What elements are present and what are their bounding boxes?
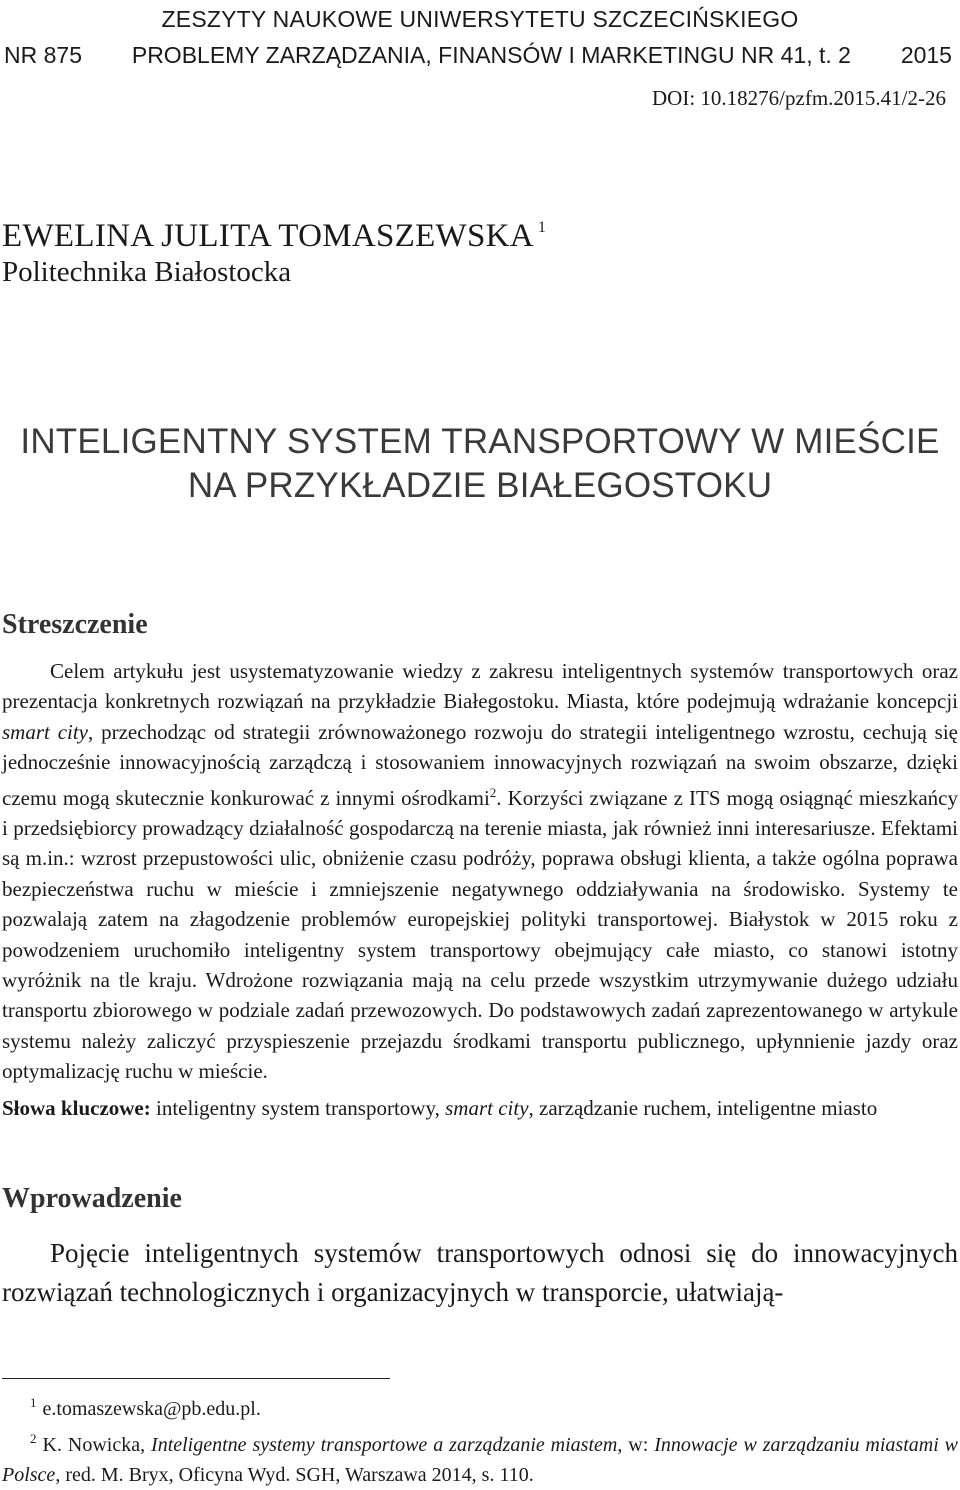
abstract-text-3: . Korzyści związane z ITS mogą osiągnąć mieszkańcy i przedsiębiorcy prowadzący działalność gospodarczą na terenie miasta, jak również inni interesariusze. Efektami są m.in.: wzrost przepustowości ulic, obniżenie czasu podróży, poprawa obsługi klienta, a także ogólna poprawa bezpieczeństwa ruchu w mieście i zmniejszenie negatywnego oddziaływania na środowisko. Systemy te pozwalają zatem na złagodzenie problemów europejskiej polityki transportowej. Białystok w 2015 roku z powodzeniem uruchomiło inteligentny system transportowy obejmujący całe miasto, co stanowi istotny wyróżnik na tle kraju. Wdrożone rozwiązania mają na celu przede wszystkim utrzymywanie dużego udziału transportu zbiorowego w podziale zadań przewozowych. Do podstawowych zadań zaprezentowanego w artykule systemu należy zaliczyć przyspieszenie przejazdu środkami transportu publicznego, upłynnienie jazdy oraz optymalizację ruchu w mieście. bbox=[2, 785, 959, 1084]
footnote-1 bbox=[2, 1388, 958, 1424]
footnote-2-italic-1: Inteligentne systemy transportowe a zarządzanie miastem bbox=[151, 1434, 618, 1456]
abstract-heading: Streszczenie bbox=[2, 609, 148, 640]
journal-name: ZESZYTY NAUKOWE UNIWERSYTETU SZCZECIŃSKIEGO bbox=[161, 6, 799, 32]
issue-year: 2015 bbox=[900, 42, 952, 68]
footnote-2-italic-2: Innowacje w zarządzaniu miastami w Polsce bbox=[2, 1434, 959, 1486]
footnote-1-mark: 1 bbox=[30, 1395, 37, 1410]
footnotes bbox=[2, 1388, 958, 1490]
journal-issue-line bbox=[4, 42, 952, 69]
footnote-1-text: e.tomaszewska@pb.edu.pl. bbox=[42, 1398, 261, 1420]
author-affiliation: Politechnika Białostocka bbox=[2, 256, 292, 288]
title-line-1: INTELIGENTNY SYSTEM TRANSPORTOWY W MIEŚCIE bbox=[20, 422, 940, 461]
abstract-body bbox=[2, 656, 958, 1087]
article-title bbox=[0, 420, 960, 508]
author-footnote-mark: 1 bbox=[537, 219, 547, 236]
doi: DOI: 10.18276/pzfm.2015.41/2-26 bbox=[652, 86, 946, 110]
author-name-text: EWELINA JULITA TOMASZEWSKA bbox=[2, 218, 534, 254]
abstract-footnote-mark: 2 bbox=[489, 784, 497, 800]
footnote-2 bbox=[2, 1424, 958, 1490]
abstract-text-2: , przechodząc od strategii zrównoważonego rozwoju do strategii inteligentnego wzrostu, cechują się jednocześnie innowacyjnością zarządczą i stosowaniem innowacyjnych rozwiązań na swoim obszarze, dzięki czemu mogą skutecznie konkurować z innymi ośrodkami bbox=[2, 719, 959, 810]
footnote-divider bbox=[2, 1378, 390, 1379]
abstract-italic-term: smart city bbox=[2, 719, 89, 744]
footnote-2-text-2: , w: bbox=[617, 1434, 655, 1456]
keywords-label: Słowa kluczowe: bbox=[2, 1096, 151, 1120]
abstract-text-1: Celem artykułu jest usystematyzowanie wiedzy z zakresu inteligentnych systemów transportowych oraz prezentacja konkretnych rozwiązań na przykładzie Białegostoku. Miasta, które podejmują wdrażanie koncepcji bbox=[2, 659, 958, 714]
keywords-italic-term: smart city bbox=[445, 1096, 529, 1120]
keywords-text-1: inteligentny system transportowy, bbox=[150, 1096, 446, 1120]
footnote-2-text-3: , red. M. Bryx, Oficyna Wyd. SGH, Warszawa 2014, s. 110. bbox=[55, 1464, 534, 1486]
title-line-2: NA PRZYKŁADZIE BIAŁEGOSTOKU bbox=[187, 466, 773, 505]
series-title: PROBLEMY ZARZĄDZANIA, FINANSÓW I MARKETINGU NR 41, t. 2 bbox=[131, 42, 851, 68]
keywords bbox=[2, 1093, 958, 1123]
author-name bbox=[2, 218, 546, 255]
keywords-text-2: , zarządzanie ruchem, inteligentne miasto bbox=[528, 1096, 878, 1120]
issue-number: NR 875 bbox=[4, 42, 82, 68]
footnote-2-text-1: K. Nowicka, bbox=[42, 1434, 152, 1456]
introduction-heading: Wprowadzenie bbox=[2, 1183, 182, 1214]
introduction-body: Pojęcie inteligentnych systemów transportowych odnosi się do innowacyjnych rozwiązań technologicznych i organizacyjnych w transporcie, ułatwiają- bbox=[2, 1238, 958, 1307]
footnote-2-mark: 2 bbox=[30, 1431, 37, 1446]
